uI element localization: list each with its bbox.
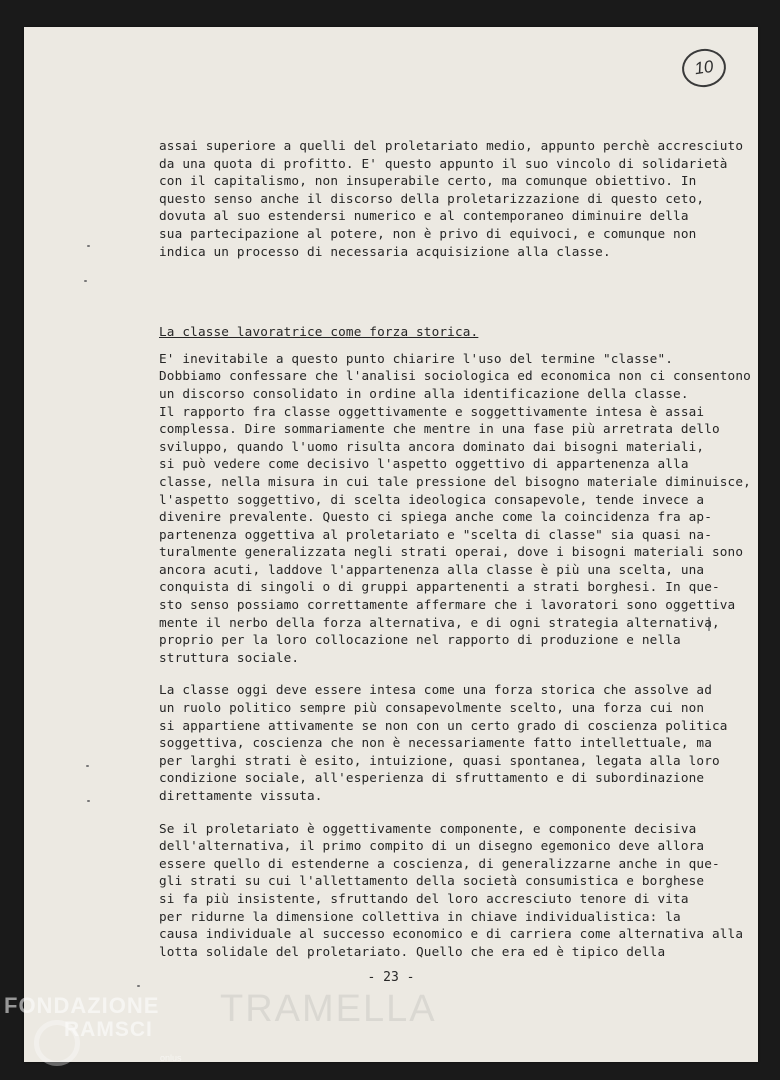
text-line: Dobbiamo confessare che l'analisi sociologica ed economica non ci consentono: [159, 368, 751, 384]
margin-mark: [86, 765, 89, 767]
text-line: lotta solidale del proletariato. Quello che era ed è tipico della: [159, 943, 666, 959]
text-line: partenenza oggettiva al proletariato e "scelta di classe" sia quasi na-: [159, 526, 712, 542]
text-line: da una quota di profitto. E' questo appunto il suo vincolo di solidarietà: [159, 155, 728, 171]
margin-mark: [87, 800, 90, 802]
text-line: si appartiene attivamente se non con un certo grado di coscienza politica: [159, 717, 728, 733]
text-line: La classe oggi deve essere intesa come una forza storica che assolve ad: [159, 682, 712, 698]
margin-mark: [87, 245, 90, 247]
watermark-line2: RAMSCI: [64, 1018, 153, 1041]
handwritten-page-mark: 10: [680, 46, 729, 90]
page-number: - 23 -: [367, 970, 415, 985]
document-body: [159, 137, 751, 975]
text-line: condizione sociale, all'esperienza di sfruttamento e di subordinazione: [159, 770, 705, 786]
text-line: per larghi strati è esito, intuizione, quasi spontanea, legata alla loro: [159, 752, 720, 768]
watermark-onlus: onlus: [160, 1053, 182, 1063]
text-line: classe, nella misura in cui tale pressione del bisogno materiale diminuisce,: [159, 473, 751, 489]
text-line: sviluppo, quando l'uomo risulta ancora dominato dai bisogni materiali,: [159, 438, 705, 454]
text-line: indica un processo di necessaria acquisizione alla classe.: [159, 243, 611, 259]
text-line: causa individuale al successo economico e di carriera come alternativa alla: [159, 926, 744, 942]
text-line: direttamente vissuta.: [159, 788, 323, 803]
text-line: sua partecipazione al potere, non è privo di equivoci, e comunque non: [159, 225, 697, 241]
text-line: questo senso anche il discorso della proletarizzazione di questo ceto,: [159, 190, 705, 206]
ghost-stamp-text: TRAMELLA: [220, 988, 437, 1030]
text-line: E' inevitabile a questo punto chiarire l'uso del termine "classe".: [159, 350, 674, 366]
margin-mark: [137, 985, 140, 987]
text-line: per ridurne la dimensione collettiva in chiave individualistica: la: [159, 908, 681, 924]
text-line: conquista di singoli o di gruppi appartenenti a strati borghesi. In que-: [159, 579, 720, 595]
text-line: con il capitalismo, non insuperabile certo, ma comunque obiettivo. In: [159, 173, 697, 189]
watermark-line1: FONDAZIONE: [4, 993, 160, 1018]
text-line: struttura sociale.: [159, 649, 300, 665]
text-line: un ruolo politico sempre più consapevolmente scelto, una forza cui non: [159, 700, 705, 716]
text-line: si può vedere come decisivo l'aspetto oggettivo di appartenenza alla: [159, 456, 689, 472]
text-line: assai superiore a quelli del proletariato medio, appunto perchè accresciuto: [159, 138, 744, 153]
text-line: l'aspetto soggettivo, di scelta ideologica consapevole, tende invece a: [159, 491, 705, 507]
section-heading: La classe lavoratrice come forza storica.: [159, 324, 479, 340]
text-line: gli strati su cui l'allettamento della società consumistica e borghese: [159, 873, 705, 889]
text-line: dovuta al suo estendersi numerico e al contemporaneo diminuire della: [159, 208, 689, 224]
text-line: turalmente generalizzata negli strati operai, dove i bisogni materiali sono: [159, 544, 744, 560]
text-line: complessa. Dire sommariamente che mentre in una fase più arretrata dello: [159, 421, 720, 437]
paragraph-2: [159, 681, 734, 804]
text-line: Se il proletariato è oggettivamente componente, e componente decisiva: [159, 820, 697, 836]
text-line: ancora acuti, laddove l'appartenenza alla classe è più una scelta, una: [159, 561, 705, 577]
text-line: dell'alternativa, il primo compito di un disegno egemonico deve allora: [159, 838, 705, 854]
text-line: si fa più insistente, sfruttando del loro accresciuto tenore di vita: [159, 890, 689, 906]
text-line: un discorso consolidato in ordine alla identificazione della classe.: [159, 385, 689, 401]
text-line: essere quello di estenderne a coscienza, di generalizzarne anche in que-: [159, 855, 720, 871]
paragraph-3: [159, 820, 744, 961]
text-line: soggettiva, coscienza che non è necessariamente fatto intellettuale, ma: [159, 735, 712, 751]
text-line: Il rapporto fra classe oggettivamente e soggettivamente intesa è assai: [159, 403, 705, 419]
watermark: [4, 993, 182, 1063]
margin-mark: [84, 280, 87, 282]
text-line: mente il nerbo della forza alternativa, e di ogni strategia alternativa,: [159, 614, 720, 630]
document-page: [24, 27, 758, 1062]
paragraph-1: [159, 350, 751, 667]
text-line: proprio per la loro collocazione nel rapporto di produzione e nella: [159, 632, 681, 648]
text-line: sto senso possiamo correttamente affermare che i lavoratori sono oggettiva: [159, 597, 736, 613]
text-line: divenire prevalente. Questo ci spiega anche come la coincidenza fra ap-: [159, 509, 712, 525]
intro-paragraph: [159, 137, 744, 260]
